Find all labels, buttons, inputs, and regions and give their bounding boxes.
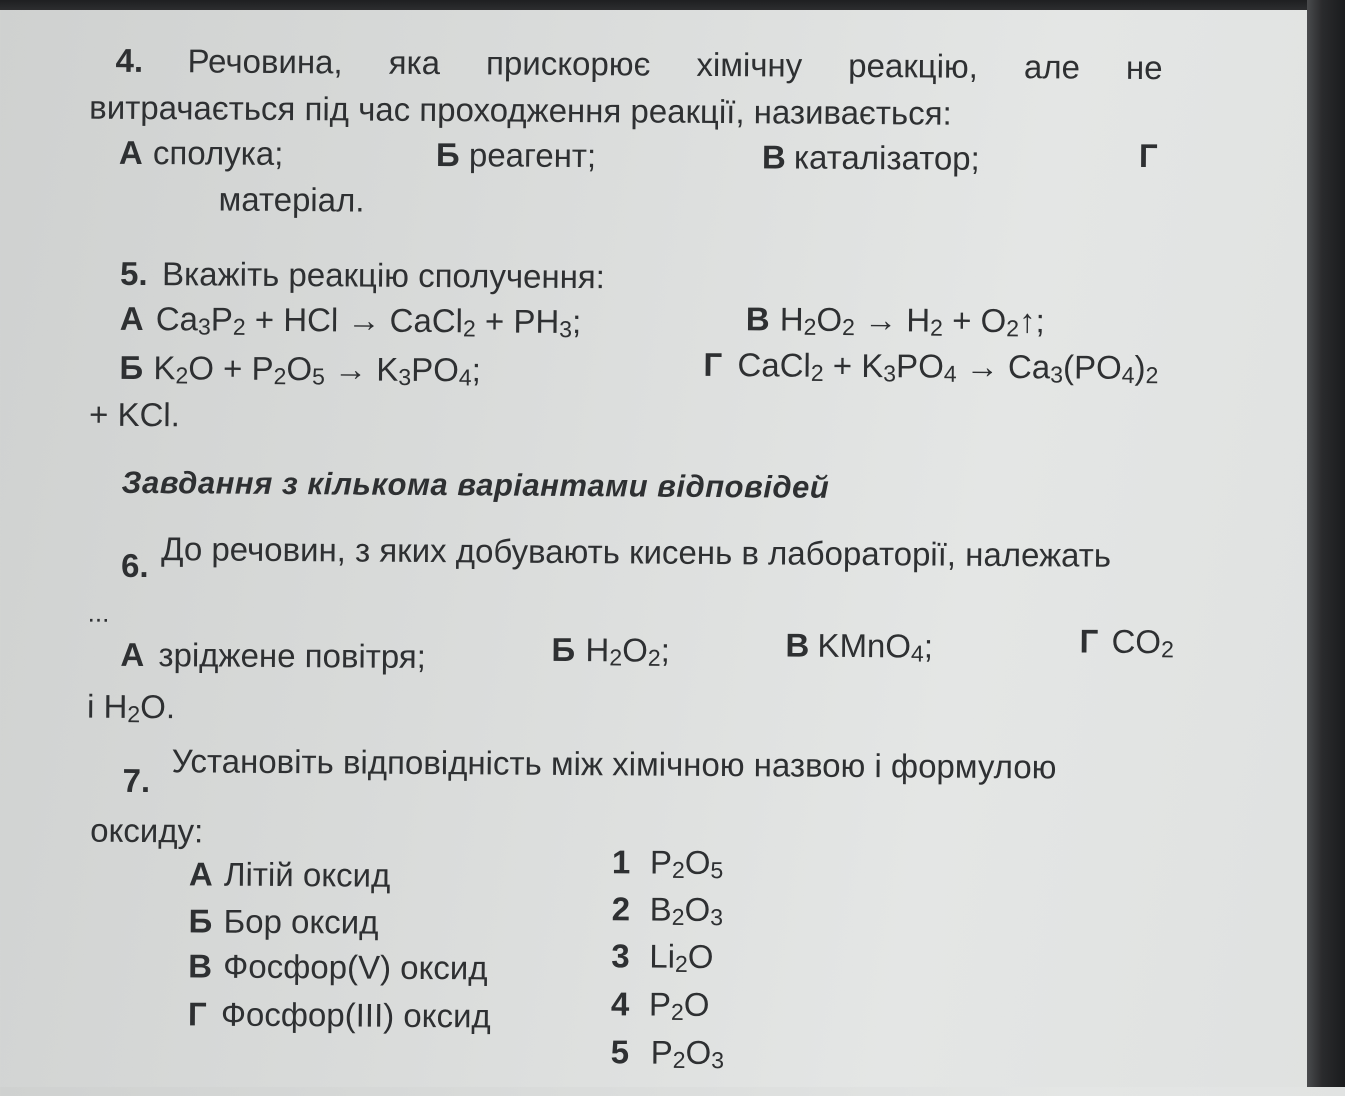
option-formula: $CO_2$: [1111, 622, 1174, 663]
option-letter: В: [761, 138, 786, 176]
option-letter: Г: [1079, 622, 1099, 660]
option-letter: Б: [119, 348, 144, 387]
oxide-formula: $P_2O_3$: [650, 1033, 725, 1074]
question-text: витрачається під час проходження реакції, називається:: [89, 88, 952, 132]
option-text: каталізатор;: [793, 138, 980, 177]
oxide-name: Літій оксид: [223, 855, 391, 894]
option-letter: А: [118, 133, 143, 172]
option-text: реагент;: [468, 136, 597, 175]
question-number: 4.: [115, 41, 144, 80]
name-letter: В: [188, 947, 213, 985]
question-number: 7.: [122, 761, 151, 800]
option-letter: В: [785, 626, 810, 664]
oxide-formula: $Li_2O$: [649, 937, 714, 977]
option-text: зріджене повітря;: [158, 636, 427, 675]
option-formula: $H_2O_2$;: [585, 631, 670, 671]
option-letter: Б: [435, 136, 460, 174]
name-letter: Б: [188, 902, 213, 940]
question-text: Установіть відповідність між хімічною назвою і формулою: [171, 742, 1057, 786]
oxide-name: Фосфор(V) оксид: [223, 947, 488, 987]
option-letter: Г: [1138, 136, 1158, 175]
question-number: 5.: [119, 254, 148, 293]
option-letter: А: [120, 635, 145, 674]
formula-number: 3: [611, 937, 630, 975]
oxide-formula: $P_2O$: [648, 985, 710, 1025]
photo-dark-edge-right: [1307, 0, 1345, 1087]
formula-number: 1: [611, 843, 631, 881]
option-letter: Б: [551, 630, 576, 669]
option-equation: CaCl$_2$ + $K_3PO_4 \to Ca_3(PO_4)_2$: [737, 346, 1159, 389]
option-formula-continued: і $H_2O$.: [86, 687, 176, 728]
section-heading: Завдання з кількома варіантами відповідей: [121, 464, 830, 505]
option-equation: $H_2O_2 \to H_2$ + $O_2↑$;: [779, 300, 1045, 342]
question-ellipsis: ...: [87, 597, 110, 628]
question-text: Вкажіть реакцію сполучення:: [161, 255, 606, 296]
oxide-name: Бор оксид: [223, 902, 379, 941]
formula-number: 4: [610, 985, 630, 1023]
formula-number: 2: [611, 890, 631, 928]
option-letter: В: [745, 300, 770, 338]
name-letter: Г: [187, 995, 207, 1033]
question-text: оксиду:: [90, 811, 204, 850]
question-text: До речовин, з яких добувають кисень в лабораторії, належать: [161, 530, 1112, 574]
option-equation-continued: + KCl.: [88, 395, 181, 434]
option-text: матеріал.: [218, 180, 365, 219]
option-formula: KMnO$_4$;: [817, 626, 934, 667]
option-letter: Г: [703, 345, 723, 384]
oxide-name: Фосфор(III) оксид: [220, 995, 491, 1035]
option-equation: $K_2O + P_2O_5 \to K_3PO_4$;: [153, 349, 481, 391]
option-letter: А: [119, 299, 144, 338]
option-equation: $Ca_3P_2$ + HCl → CaCl$_2$ + $PH_3$;: [155, 300, 582, 343]
question-text: Речовина, яка прискорює хімічну реакцію, але не: [187, 42, 1163, 87]
name-letter: А: [188, 855, 213, 893]
option-text: сполука;: [152, 134, 284, 172]
question-number: 6.: [120, 546, 149, 585]
oxide-formula: $B_2O_3$: [649, 890, 724, 931]
formula-number: 5: [610, 1033, 630, 1071]
oxide-formula: $P_2O_5$: [649, 843, 724, 884]
